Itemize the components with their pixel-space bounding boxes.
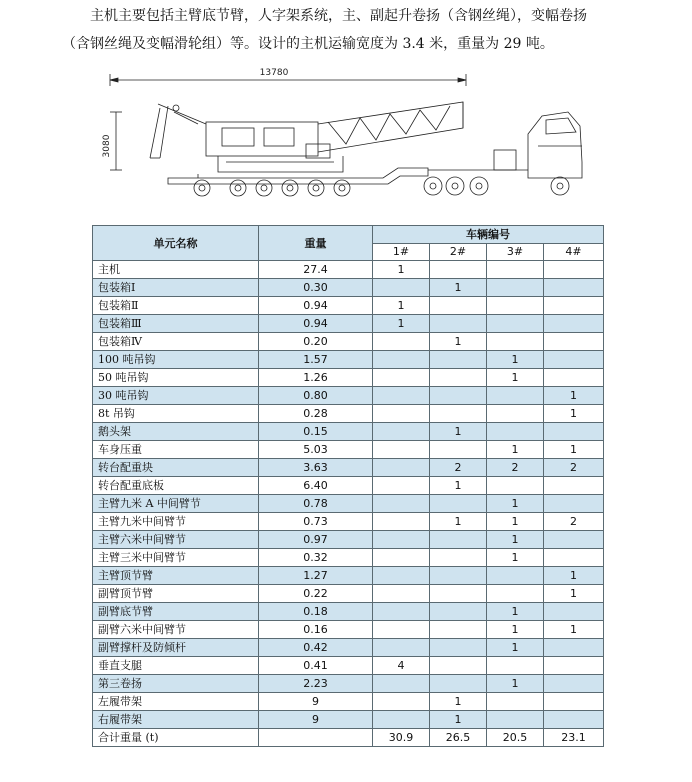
vehicle-3-count-cell: 1 <box>487 369 544 387</box>
vehicle-2-count-cell: 1 <box>430 711 487 729</box>
vehicle-2-count-cell <box>430 549 487 567</box>
weight-cell: 3.63 <box>259 459 373 477</box>
table-row <box>93 297 604 315</box>
vehicle-1-count-cell <box>373 351 430 369</box>
unit-name-cell: 包装箱Ⅱ <box>93 297 259 315</box>
weight-cell: 9 <box>259 693 373 711</box>
vehicle-2-count-cell: 1 <box>430 423 487 441</box>
vehicle-4-count-cell <box>544 693 604 711</box>
vehicle-3-count-cell <box>487 315 544 333</box>
unit-name-cell: 副臂顶节臂 <box>93 585 259 603</box>
weight-cell: 0.20 <box>259 333 373 351</box>
total-vehicle-4: 23.1 <box>544 729 604 747</box>
weight-cell: 0.78 <box>259 495 373 513</box>
table-row <box>93 693 604 711</box>
vehicle-1-count-cell <box>373 495 430 513</box>
total-weight <box>259 729 373 747</box>
vehicle-4-count-cell <box>544 549 604 567</box>
vehicle-4-count-cell: 1 <box>544 585 604 603</box>
vehicle-3-count-cell: 1 <box>487 603 544 621</box>
unit-name-cell: 50 吨吊钩 <box>93 369 259 387</box>
vehicle-2-count-cell <box>430 657 487 675</box>
table-row <box>93 387 604 405</box>
total-vehicle-1: 30.9 <box>373 729 430 747</box>
vehicle-4-count-cell <box>544 423 604 441</box>
vehicle-4-count-cell <box>544 531 604 549</box>
intro-line-2: （含钢丝绳及变幅滑轮组）等。设计的主机运输宽度为 3.4 米，重量为 29 吨。 <box>62 36 554 52</box>
unit-name-cell: 100 吨吊钩 <box>93 351 259 369</box>
weight-cell: 0.94 <box>259 315 373 333</box>
vehicle-1-count-cell <box>373 585 430 603</box>
unit-name-cell: 副臂底节臂 <box>93 603 259 621</box>
unit-name-cell: 转台配重块 <box>93 459 259 477</box>
weight-cell: 0.18 <box>259 603 373 621</box>
weight-cell: 5.03 <box>259 441 373 459</box>
vehicle-1-count-cell <box>373 423 430 441</box>
height-dimension-label: 3080 <box>102 134 112 158</box>
unit-name-cell: 8t 吊钩 <box>93 405 259 423</box>
weight-cell: 1.57 <box>259 351 373 369</box>
header-weight: 重量 <box>259 226 373 261</box>
table-row <box>93 369 604 387</box>
intro-line-1 <box>62 4 662 29</box>
vehicle-1-count-cell <box>373 603 430 621</box>
vehicle-2-count-cell: 1 <box>430 513 487 531</box>
unit-name-cell: 主臂九米中间臂节 <box>93 513 259 531</box>
unit-name-cell: 垂直支腿 <box>93 657 259 675</box>
unit-name-cell: 包装箱Ⅳ <box>93 333 259 351</box>
vehicle-3-count-cell: 1 <box>487 531 544 549</box>
vehicle-1-count-cell <box>373 549 430 567</box>
table-row <box>93 657 604 675</box>
vehicle-2-count-cell <box>430 531 487 549</box>
table-row <box>93 279 604 297</box>
vehicle-2-count-cell: 1 <box>430 477 487 495</box>
vehicle-4-count-cell <box>544 603 604 621</box>
table-row <box>93 531 604 549</box>
vehicle-2-count-cell <box>430 351 487 369</box>
vehicle-3-count-cell: 2 <box>487 459 544 477</box>
vehicle-4-count-cell <box>544 351 604 369</box>
total-vehicle-3: 20.5 <box>487 729 544 747</box>
weight-cell: 0.97 <box>259 531 373 549</box>
vehicle-1-count-cell <box>373 387 430 405</box>
vehicle-4-count-cell <box>544 315 604 333</box>
vehicle-2-count-cell <box>430 369 487 387</box>
table-row <box>93 315 604 333</box>
unit-name-cell: 第三卷扬 <box>93 675 259 693</box>
vehicle-1-count-cell: 1 <box>373 261 430 279</box>
vehicle-3-count-cell <box>487 297 544 315</box>
vehicle-1-count-cell <box>373 621 430 639</box>
weight-cell: 9 <box>259 711 373 729</box>
vehicle-3-count-cell <box>487 261 544 279</box>
weight-cell: 0.30 <box>259 279 373 297</box>
weight-cell: 1.26 <box>259 369 373 387</box>
total-row <box>93 729 604 747</box>
weight-cell: 0.15 <box>259 423 373 441</box>
vehicle-4-count-cell: 1 <box>544 621 604 639</box>
vehicle-3-count-cell <box>487 333 544 351</box>
header-vehicle-3: 3# <box>487 244 544 261</box>
vehicle-1-count-cell <box>373 693 430 711</box>
vehicle-2-count-cell <box>430 621 487 639</box>
vehicle-1-count-cell <box>373 711 430 729</box>
unit-name-cell: 副臂撑杆及防倾杆 <box>93 639 259 657</box>
weight-cell: 2.23 <box>259 675 373 693</box>
vehicle-2-count-cell <box>430 567 487 585</box>
vehicle-1-count-cell <box>373 477 430 495</box>
vehicle-4-count-cell <box>544 261 604 279</box>
vehicle-1-count-cell <box>373 675 430 693</box>
weight-cell: 0.42 <box>259 639 373 657</box>
vehicle-3-count-cell <box>487 585 544 603</box>
vehicle-4-count-cell <box>544 279 604 297</box>
vehicle-3-count-cell <box>487 657 544 675</box>
header-vehicle-1: 1# <box>373 244 430 261</box>
vehicle-3-count-cell: 1 <box>487 351 544 369</box>
vehicle-1-count-cell <box>373 441 430 459</box>
vehicle-3-count-cell: 1 <box>487 639 544 657</box>
vehicle-1-count-cell: 4 <box>373 657 430 675</box>
vehicle-4-count-cell <box>544 675 604 693</box>
total-vehicle-2: 26.5 <box>430 729 487 747</box>
vehicle-3-count-cell: 1 <box>487 441 544 459</box>
table-row <box>93 513 604 531</box>
table-row <box>93 603 604 621</box>
table-body <box>93 261 604 729</box>
vehicle-1-count-cell <box>373 639 430 657</box>
header-vehicle-2: 2# <box>430 244 487 261</box>
weight-cell: 1.27 <box>259 567 373 585</box>
vehicle-3-count-cell <box>487 279 544 297</box>
unit-name-cell: 包装箱Ⅲ <box>93 315 259 333</box>
vehicle-1-count-cell: 1 <box>373 315 430 333</box>
vehicle-3-count-cell <box>487 405 544 423</box>
vehicle-3-count-cell <box>487 387 544 405</box>
unit-name-cell: 转台配重底板 <box>93 477 259 495</box>
vehicle-2-count-cell <box>430 315 487 333</box>
vehicle-2-count-cell <box>430 675 487 693</box>
vehicle-2-count-cell <box>430 639 487 657</box>
vehicle-1-count-cell <box>373 333 430 351</box>
vehicle-1-count-cell: 1 <box>373 297 430 315</box>
vehicle-2-count-cell <box>430 405 487 423</box>
vehicle-3-count-cell <box>487 423 544 441</box>
table-row <box>93 585 604 603</box>
table-row <box>93 495 604 513</box>
vehicle-4-count-cell: 1 <box>544 387 604 405</box>
weight-cell: 0.28 <box>259 405 373 423</box>
vehicle-4-count-cell: 1 <box>544 441 604 459</box>
vehicle-2-count-cell: 1 <box>430 333 487 351</box>
weight-cell: 27.4 <box>259 261 373 279</box>
vehicle-2-count-cell <box>430 585 487 603</box>
weight-cell: 0.32 <box>259 549 373 567</box>
vehicle-3-count-cell <box>487 693 544 711</box>
vehicle-1-count-cell <box>373 567 430 585</box>
header-vehicle-4: 4# <box>544 244 604 261</box>
vehicle-3-count-cell <box>487 477 544 495</box>
vehicle-2-count-cell <box>430 387 487 405</box>
weight-cell: 0.41 <box>259 657 373 675</box>
vehicle-2-count-cell: 2 <box>430 459 487 477</box>
header-vehicle-number: 车辆编号 <box>373 226 604 244</box>
unit-name-cell: 副臂六米中间臂节 <box>93 621 259 639</box>
vehicle-1-count-cell <box>373 531 430 549</box>
weight-cell: 0.22 <box>259 585 373 603</box>
table-row <box>93 261 604 279</box>
vehicle-3-count-cell <box>487 567 544 585</box>
table-row <box>93 423 604 441</box>
vehicle-2-count-cell <box>430 495 487 513</box>
total-label: 合计重量 (t) <box>93 729 259 747</box>
table-row <box>93 675 604 693</box>
header-unit-name: 单元名称 <box>93 226 259 261</box>
vehicle-2-count-cell <box>430 603 487 621</box>
unit-name-cell: 包装箱Ⅰ <box>93 279 259 297</box>
vehicle-4-count-cell: 1 <box>544 567 604 585</box>
table-row <box>93 333 604 351</box>
table-row <box>93 639 604 657</box>
unit-name-cell: 右履带架 <box>93 711 259 729</box>
table-row <box>93 549 604 567</box>
vehicle-3-count-cell: 1 <box>487 549 544 567</box>
transport-weight-table <box>92 225 604 747</box>
table-row <box>93 441 604 459</box>
unit-name-cell: 30 吨吊钩 <box>93 387 259 405</box>
table-row <box>93 711 604 729</box>
vehicle-4-count-cell <box>544 297 604 315</box>
vehicle-4-count-cell <box>544 711 604 729</box>
weight-cell: 0.16 <box>259 621 373 639</box>
vehicle-2-count-cell: 1 <box>430 693 487 711</box>
vehicle-3-count-cell: 1 <box>487 621 544 639</box>
vehicle-4-count-cell <box>544 369 604 387</box>
vehicle-1-count-cell <box>373 369 430 387</box>
vehicle-2-count-cell: 1 <box>430 279 487 297</box>
transport-drawing <box>98 62 618 212</box>
vehicle-4-count-cell <box>544 657 604 675</box>
intro-text-1: 主机主要包括主臂底节臂，人字架系统，主、副起升卷扬（含钢丝绳），变幅卷扬 <box>90 8 587 24</box>
vehicle-4-count-cell <box>544 477 604 495</box>
vehicle-4-count-cell <box>544 495 604 513</box>
table-row <box>93 567 604 585</box>
length-dimension-label: 13780 <box>259 68 289 78</box>
vehicle-1-count-cell <box>373 405 430 423</box>
unit-name-cell: 鹅头架 <box>93 423 259 441</box>
table-row <box>93 351 604 369</box>
table-row <box>93 459 604 477</box>
vehicle-4-count-cell <box>544 639 604 657</box>
vehicle-1-count-cell <box>373 513 430 531</box>
weight-cell: 0.73 <box>259 513 373 531</box>
vehicle-2-count-cell <box>430 441 487 459</box>
vehicle-3-count-cell: 1 <box>487 675 544 693</box>
unit-name-cell: 主臂顶节臂 <box>93 567 259 585</box>
unit-name-cell: 车身压重 <box>93 441 259 459</box>
vehicle-3-count-cell: 1 <box>487 513 544 531</box>
unit-name-cell: 主臂六米中间臂节 <box>93 531 259 549</box>
vehicle-3-count-cell <box>487 711 544 729</box>
table-row <box>93 621 604 639</box>
weight-cell: 0.94 <box>259 297 373 315</box>
vehicle-4-count-cell: 1 <box>544 405 604 423</box>
weight-cell: 6.40 <box>259 477 373 495</box>
weight-cell: 0.80 <box>259 387 373 405</box>
table-row <box>93 405 604 423</box>
unit-name-cell: 主机 <box>93 261 259 279</box>
vehicle-4-count-cell: 2 <box>544 513 604 531</box>
vehicle-2-count-cell <box>430 297 487 315</box>
table-row <box>93 477 604 495</box>
vehicle-3-count-cell: 1 <box>487 495 544 513</box>
vehicle-2-count-cell <box>430 261 487 279</box>
vehicle-4-count-cell <box>544 333 604 351</box>
vehicle-4-count-cell: 2 <box>544 459 604 477</box>
unit-name-cell: 主臂九米 A 中间臂节 <box>93 495 259 513</box>
unit-name-cell: 主臂三米中间臂节 <box>93 549 259 567</box>
unit-name-cell: 左履带架 <box>93 693 259 711</box>
vehicle-1-count-cell <box>373 279 430 297</box>
vehicle-1-count-cell <box>373 459 430 477</box>
